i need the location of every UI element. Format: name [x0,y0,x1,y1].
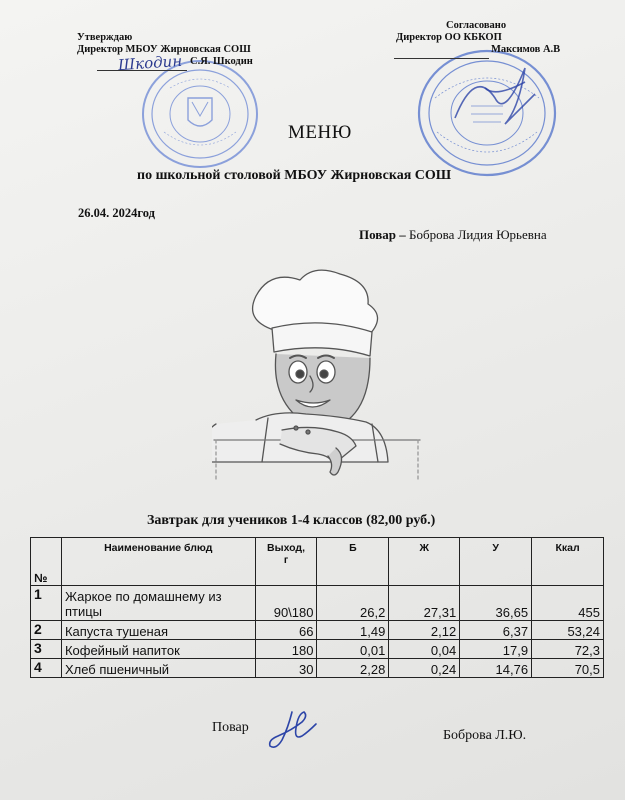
col-yield: Выход, г [255,538,317,586]
table-row [31,659,604,678]
table-row [31,640,604,659]
footer-cook-label: Повар [212,720,249,735]
dish-kcal: 455 [532,586,604,621]
agreed-position: Директор ОО КБКОП [396,32,502,43]
dish-carbs: 14,76 [460,659,532,678]
organization-seal-stamp [415,48,560,178]
table-header-row [31,538,604,586]
dish-fat: 2,12 [389,621,460,640]
page-title: МЕНЮ [288,122,352,143]
col-kcal: Ккал [532,538,604,586]
dish-kcal: 72,3 [532,640,604,659]
dish-fat: 0,04 [389,640,460,659]
approved-label: Утверждаю [77,32,133,43]
dish-carbs: 17,9 [460,640,532,659]
dish-yield: 66 [255,621,317,640]
dish-carbs: 36,65 [460,586,532,621]
page-subtitle: по школьной столовой МБОУ Жирновская СОШ [137,168,452,183]
menu-date: 26.04. 2024год [78,206,155,220]
chef-illustration [212,268,422,483]
approved-position: Директор МБОУ Жирновская СОШ [77,44,251,55]
col-carbs: У [460,538,532,586]
signature-line [97,70,187,71]
dish-fat: 27,31 [389,586,460,621]
dish-name: Хлеб пшеничный [61,659,255,678]
dish-carbs: 6,37 [460,621,532,640]
dish-name: Жаркое по домашнему из птицы [61,586,255,621]
approved-name: С.Я. Шкодин [190,56,253,67]
dish-kcal: 70,5 [532,659,604,678]
agreed-label: Согласовано [446,20,507,31]
dish-name: Кофейный напиток [61,640,255,659]
dish-yield: 180 [255,640,317,659]
row-number: 3 [31,640,62,659]
row-number: 2 [31,621,62,640]
cook-line [359,227,547,243]
dish-protein: 1,49 [317,621,389,640]
approved-signature: Шкодин [117,51,183,75]
col-number: № [31,538,62,586]
agreed-name: Максимов А.В [491,44,561,55]
col-protein: Б [317,538,389,586]
footer-cook-name: Боброва Л.Ю. [443,728,527,743]
dish-protein: 2,28 [317,659,389,678]
cook-signature [262,708,324,756]
dish-name: Капуста тушеная [61,621,255,640]
dish-protein: 26,2 [317,586,389,621]
dish-yield: 90\180 [255,586,317,621]
col-fat: Ж [389,538,460,586]
dish-fat: 0,24 [389,659,460,678]
dish-protein: 0,01 [317,640,389,659]
meal-title: Завтрак для учеников 1-4 классов (82,00 руб.) [147,513,436,528]
school-seal-stamp [140,58,260,170]
cook-label: Повар – [359,227,406,242]
row-number: 1 [31,586,62,621]
dish-kcal: 53,24 [532,621,604,640]
cook-name: Боброва Лидия Юрьевна [409,227,547,242]
menu-table [30,537,604,678]
col-dish-name: Наименование блюд [61,538,255,586]
table-row [31,586,604,621]
agreed-signature-line [394,58,489,59]
dish-yield: 30 [255,659,317,678]
table-row [31,621,604,640]
row-number: 4 [31,659,62,678]
